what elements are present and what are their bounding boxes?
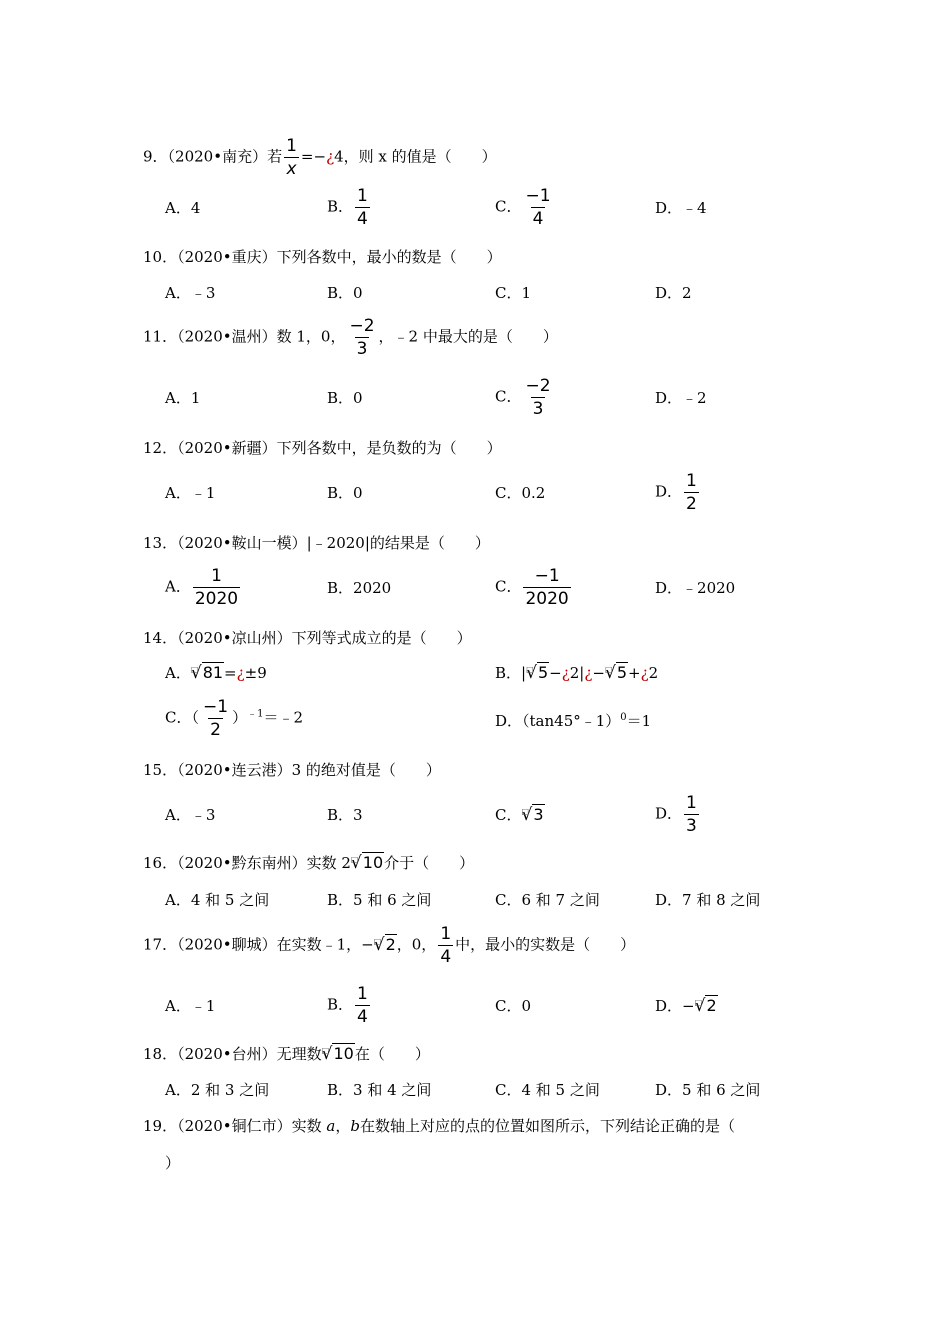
numerator: −2: [525, 376, 551, 396]
radicand: 10: [362, 853, 384, 872]
numerator: 1: [357, 984, 368, 1004]
denominator: 2: [686, 494, 697, 514]
math-text: ＝1: [626, 712, 652, 730]
variable: b: [350, 1117, 360, 1135]
numerator: 1: [357, 186, 368, 206]
option-d[interactable]: D．﹣4: [655, 199, 707, 217]
option-c[interactable]: C．6 和 7 之间: [495, 891, 600, 909]
denominator: 2020: [525, 589, 569, 609]
glyph-error: ¿: [640, 664, 649, 682]
question-16: [143, 852, 474, 874]
math-text: D．（tan45°﹣1）: [495, 712, 621, 730]
option-b[interactable]: B．0: [327, 484, 363, 502]
option-a[interactable]: A．﹣1: [165, 484, 216, 502]
stem-text: 介于（ ）: [384, 854, 475, 872]
question-9: [143, 136, 497, 179]
option-b[interactable]: B．2020: [327, 579, 392, 597]
math-text: ＝﹣2: [263, 708, 303, 727]
radicand: 5: [537, 663, 549, 682]
denominator: 2: [210, 720, 221, 740]
option-d[interactable]: D．5 和 6 之间: [655, 1081, 761, 1099]
option-b[interactable]: [327, 984, 372, 1027]
option-a[interactable]: A．4 和 5 之间: [165, 891, 270, 909]
option-label: B．: [327, 995, 354, 1014]
radicand: 10: [333, 1044, 354, 1063]
option-d[interactable]: [655, 471, 701, 514]
option-d[interactable]: [655, 793, 701, 836]
option-label: C．: [495, 197, 522, 216]
option-c[interactable]: C．4 和 5 之间: [495, 1081, 600, 1099]
option-a[interactable]: A．4: [165, 199, 201, 217]
math-text: −: [549, 664, 562, 682]
stem-text: ，0，: [396, 935, 437, 954]
glyph-error: ¿: [236, 664, 245, 682]
fraction: [523, 376, 552, 419]
option-a[interactable]: A．1: [165, 389, 201, 407]
option-d[interactable]: D．﹣2: [655, 389, 707, 407]
math-text: 2: [648, 664, 659, 682]
denominator: 3: [356, 339, 368, 359]
question-19-continuation: ）: [165, 1154, 181, 1172]
fraction: [193, 566, 240, 609]
radical: [191, 663, 224, 682]
root-sign-icon: □ √: [521, 805, 532, 825]
question-11: [143, 316, 558, 359]
radical: [351, 853, 384, 872]
option-a[interactable]: A．﹣1: [165, 997, 216, 1015]
option-a[interactable]: [165, 662, 267, 684]
option-c[interactable]: [495, 376, 555, 419]
question-19: [143, 1115, 735, 1137]
option-c[interactable]: [495, 186, 555, 229]
radical: [374, 935, 397, 954]
fraction: [684, 471, 699, 514]
root-sign-icon: □ √: [526, 663, 537, 683]
question-15: 15．（2020•连云港）3 的绝对值是（ ）: [143, 761, 441, 779]
fraction: [201, 697, 230, 740]
fraction: [355, 984, 370, 1027]
radicand: 2: [706, 996, 717, 1015]
option-label: C．: [495, 577, 522, 596]
variable: a: [326, 1117, 336, 1135]
radical: [521, 805, 544, 824]
stem-text: ，: [335, 1117, 351, 1135]
numerator: −1: [203, 697, 229, 717]
exponent: 0: [620, 712, 627, 723]
option-b[interactable]: B．3: [327, 806, 363, 824]
stem-text: 在数轴上对应的点的位置如图所示，下列结论正确的是（: [359, 1117, 735, 1135]
fraction: [523, 566, 570, 609]
radical: [605, 663, 628, 682]
fraction: [347, 316, 376, 359]
option-label: D．: [655, 482, 683, 501]
radicand: 81: [202, 663, 224, 682]
glyph-error: ¿: [584, 664, 593, 682]
stem-text: =−: [300, 147, 327, 166]
option-label: D．: [655, 997, 683, 1015]
option-a[interactable]: A．﹣3: [165, 284, 216, 302]
stem-text: 19．（2020•铜仁市）实数: [143, 1117, 327, 1135]
option-d[interactable]: D．﹣2020: [655, 579, 736, 597]
option-label: C．: [495, 806, 522, 824]
numerator: 1: [286, 136, 297, 156]
numerator: 1: [686, 793, 697, 813]
question-17: [143, 924, 635, 967]
option-d[interactable]: [655, 995, 718, 1017]
denominator: 4: [357, 209, 368, 229]
root-sign-icon: □ √: [351, 853, 362, 873]
root-sign-icon: □ √: [605, 663, 616, 683]
exponent: ﹣1: [247, 708, 264, 720]
option-c[interactable]: [495, 566, 573, 609]
option-b[interactable]: B．5 和 6 之间: [327, 891, 432, 909]
option-b[interactable]: [327, 186, 372, 229]
numerator: −2: [349, 316, 375, 336]
fraction: [284, 136, 299, 179]
denominator: 3: [686, 816, 697, 836]
numerator: 1: [440, 924, 452, 944]
option-label: B．: [495, 664, 522, 682]
denominator: 4: [532, 209, 544, 229]
math-text: 2|: [569, 664, 585, 682]
option-label: A．: [165, 664, 191, 682]
stem-text: 18．（2020•台州）无理数: [143, 1045, 322, 1063]
numerator: −1: [534, 566, 560, 586]
stem-text: 11．（2020•温州）数 1，0，: [143, 327, 346, 346]
option-d[interactable]: D．2: [655, 284, 692, 302]
option-a[interactable]: A．﹣3: [165, 806, 216, 824]
math-text: ）: [232, 708, 248, 727]
numerator: 1: [686, 471, 697, 491]
root-sign-icon: □ √: [695, 996, 706, 1016]
question-14: 14．（2020•凉山州）下列等式成立的是（ ）: [143, 629, 472, 647]
glyph-error: ¿: [326, 147, 335, 166]
stem-text: 16．（2020•黔东南州）实数 2: [143, 854, 351, 872]
math-text: |: [521, 664, 527, 682]
stem-text: 17．（2020•聊城）在实数﹣1，: [143, 935, 362, 954]
denominator: 4: [357, 1007, 368, 1027]
stem-text: ，﹣2 中最大的是（ ）: [378, 327, 558, 346]
radical: [695, 996, 718, 1015]
question-13: 13．（2020•鞍山一模）|﹣2020|的结果是（ ）: [143, 534, 490, 552]
radical: [322, 1044, 355, 1063]
math-text: （: [191, 708, 199, 727]
question-18: [143, 1043, 430, 1065]
option-d[interactable]: D．7 和 8 之间: [655, 891, 761, 909]
math-text: −: [361, 935, 374, 954]
option-c[interactable]: C．1: [495, 284, 532, 302]
denominator: x: [286, 159, 297, 179]
denominator: 2020: [194, 589, 239, 609]
math-text: =: [224, 664, 237, 682]
math-text: ±9: [244, 664, 267, 682]
math-text: +: [628, 664, 641, 682]
option-a[interactable]: [165, 566, 242, 609]
fraction: [355, 186, 370, 229]
root-sign-icon: □ √: [191, 663, 202, 683]
option-d[interactable]: [495, 707, 651, 732]
option-c[interactable]: [495, 804, 545, 826]
radicand: 3: [533, 805, 544, 824]
option-label: A．: [165, 577, 191, 596]
question-10: 10．（2020•重庆）下列各数中，最小的数是（ ）: [143, 248, 502, 266]
stem-text: 4，则 x 的值是（ ）: [334, 147, 497, 166]
option-b[interactable]: B．0: [327, 389, 363, 407]
option-c[interactable]: [165, 697, 303, 740]
question-12: 12．（2020•新疆）下列各数中，是负数的为（ ）: [143, 439, 502, 457]
option-b[interactable]: B．3 和 4 之间: [327, 1081, 432, 1099]
fraction: [438, 924, 453, 967]
numerator: 1: [211, 566, 222, 586]
denominator: 4: [440, 947, 452, 967]
question-number: 9．: [143, 147, 168, 166]
option-a[interactable]: A．2 和 3 之间: [165, 1081, 270, 1099]
option-b[interactable]: B．0: [327, 284, 363, 302]
denominator: 3: [532, 399, 544, 419]
radicand: 2: [385, 934, 396, 954]
option-c[interactable]: C．0: [495, 997, 532, 1015]
root-sign-icon: □ √: [374, 935, 385, 955]
option-label: B．: [327, 197, 354, 216]
option-b[interactable]: [495, 662, 658, 684]
glyph-error: ¿: [561, 664, 570, 682]
option-label: D．: [655, 804, 683, 823]
numerator: −1: [525, 186, 551, 206]
radical: [526, 663, 549, 682]
fraction: [523, 186, 552, 229]
question-source: （2020•南充）: [167, 147, 268, 166]
option-label: C．: [495, 387, 522, 406]
stem-text: 若: [267, 147, 283, 166]
stem-text: 中，最小的实数是（ ）: [455, 935, 636, 954]
root-sign-icon: □ √: [322, 1044, 333, 1064]
fraction: [684, 793, 699, 836]
option-c[interactable]: C．0.2: [495, 484, 546, 502]
option-label: C．: [165, 708, 192, 727]
radicand: 5: [616, 663, 628, 682]
stem-text: 在（ ）: [354, 1045, 430, 1063]
math-text: −: [592, 664, 605, 682]
math-text: −: [682, 997, 695, 1015]
